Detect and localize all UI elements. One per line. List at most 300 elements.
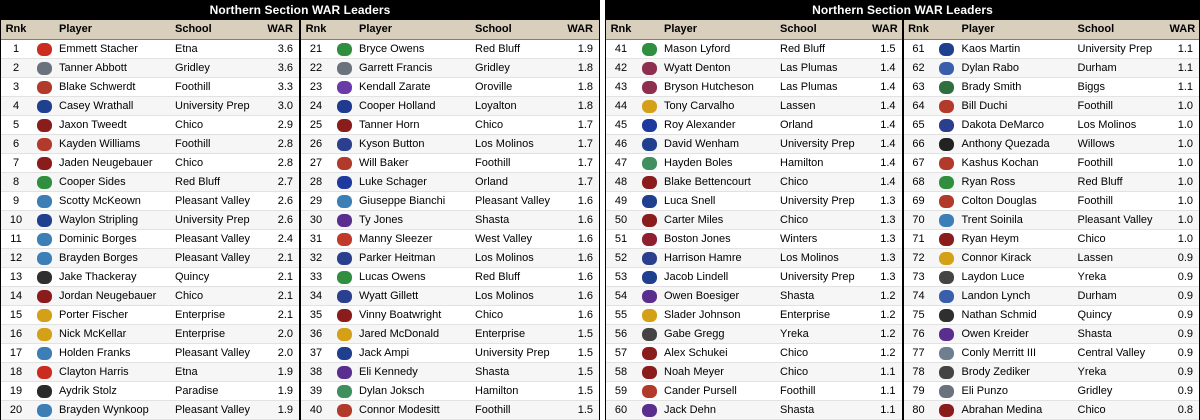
table-row [1,116,299,135]
header-logo [934,20,960,39]
school-logo-cell [331,401,357,419]
school-logo-cell [31,363,57,381]
war-value: 0.8 [1170,401,1200,419]
school-logo-icon [337,252,352,265]
school-name: Chico [1078,401,1170,419]
table-row [606,287,902,306]
school-logo-cell [636,116,662,134]
school-name: Paradise [175,382,267,400]
player-name: Cander Pursell [662,382,780,400]
school-name: Foothill [1078,97,1170,115]
school-logo-cell [31,249,57,267]
school-logo-cell [31,192,57,210]
player-name: Manny Sleezer [357,230,475,248]
player-name: Nathan Schmid [960,306,1078,324]
war-value: 1.3 [872,268,902,286]
table-row [301,382,599,401]
table-row [606,325,902,344]
school-logo-icon [939,366,954,379]
school-name: Red Bluff [175,173,267,191]
school-logo-icon [37,233,52,246]
war-value: 0.9 [1170,306,1200,324]
war-value: 1.4 [872,97,902,115]
war-value: 1.0 [1170,230,1200,248]
war-value: 1.5 [872,40,902,58]
war-value: 1.2 [872,344,902,362]
player-name: Brady Smith [960,78,1078,96]
school-logo-cell [934,249,960,267]
school-name: Shasta [475,363,567,381]
rank-cell: 44 [606,97,636,115]
school-logo-icon [37,328,52,341]
player-name: Eli Punzo [960,382,1078,400]
school-logo-cell [636,192,662,210]
school-name: Yreka [1078,363,1170,381]
war-value: 2.6 [267,211,299,229]
school-logo-cell [636,401,662,419]
school-logo-icon [37,252,52,265]
table-row [1,363,299,382]
rank-cell: 17 [1,344,31,362]
rank-cell: 12 [1,249,31,267]
school-logo-cell [331,249,357,267]
school-name: Chico [175,116,267,134]
war-value: 3.0 [267,97,299,115]
school-name: Red Bluff [475,40,567,58]
school-name: Willows [1078,135,1170,153]
school-logo-cell [934,211,960,229]
player-name: Ryan Ross [960,173,1078,191]
rank-cell: 3 [1,78,31,96]
player-name: Landon Lynch [960,287,1078,305]
school-name: University Prep [780,135,872,153]
player-name: Owen Kreider [960,325,1078,343]
war-value: 1.0 [1170,135,1200,153]
player-name: Luca Snell [662,192,780,210]
school-logo-icon [642,100,657,113]
leaders-column-3 [605,20,903,420]
school-logo-icon [642,309,657,322]
school-logo-cell [331,382,357,400]
school-logo-cell [636,268,662,286]
school-logo-cell [331,306,357,324]
table-row [301,306,599,325]
war-value: 2.8 [267,154,299,172]
rank-cell: 11 [1,230,31,248]
war-value: 1.2 [872,325,902,343]
school-logo-icon [642,43,657,56]
player-name: Mason Lyford [662,40,780,58]
school-name: University Prep [780,192,872,210]
war-value: 1.6 [567,306,599,324]
column-header [301,20,599,40]
school-logo-cell [636,230,662,248]
rank-cell: 38 [301,363,331,381]
rows [1,40,299,420]
school-logo-icon [37,62,52,75]
player-name: Scotty McKeown [57,192,175,210]
war-value: 1.0 [1170,192,1200,210]
table-row [606,40,902,59]
war-value: 1.2 [872,306,902,324]
school-logo-cell [331,287,357,305]
school-name: Pleasant Valley [475,192,567,210]
school-logo-cell [636,59,662,77]
school-logo-icon [939,176,954,189]
header-school: School [475,20,567,39]
school-logo-icon [939,271,954,284]
school-logo-icon [37,385,52,398]
school-name: Lassen [780,97,872,115]
school-logo-cell [934,230,960,248]
rank-cell: 74 [904,287,934,305]
war-value: 1.9 [267,363,299,381]
rank-cell: 67 [904,154,934,172]
table-row [301,59,599,78]
table-row [606,249,902,268]
school-name: Winters [780,230,872,248]
school-name: Lassen [1078,249,1170,267]
rank-cell: 6 [1,135,31,153]
table-row [606,363,902,382]
school-logo-cell [31,401,57,419]
player-name: Lucas Owens [357,268,475,286]
school-logo-cell [331,59,357,77]
war-value: 1.0 [1170,173,1200,191]
rank-cell: 73 [904,268,934,286]
school-name: Foothill [1078,192,1170,210]
school-logo-icon [37,404,52,417]
school-logo-icon [642,271,657,284]
war-value: 1.4 [872,135,902,153]
rank-cell: 46 [606,135,636,153]
school-logo-icon [939,119,954,132]
table-row [606,344,902,363]
rank-cell: 57 [606,344,636,362]
leaders-panel-right [605,0,1200,400]
school-logo-cell [934,363,960,381]
war-value: 2.6 [267,192,299,210]
rank-cell: 35 [301,306,331,324]
school-logo-icon [939,385,954,398]
player-name: Kendall Zarate [357,78,475,96]
school-name: Pleasant Valley [175,401,267,419]
table-row [301,192,599,211]
rank-cell: 27 [301,154,331,172]
school-logo-icon [337,214,352,227]
school-logo-icon [939,347,954,360]
school-name: Enterprise [175,325,267,343]
school-logo-cell [31,40,57,58]
school-name: Los Molinos [780,249,872,267]
table-row [904,59,1200,78]
school-name: Quincy [1078,306,1170,324]
school-name: Foothill [175,135,267,153]
war-value: 3.6 [267,59,299,77]
rank-cell: 59 [606,382,636,400]
leaders-column-1 [0,20,300,420]
school-logo-cell [331,344,357,362]
school-logo-icon [642,290,657,303]
player-name: Cooper Holland [357,97,475,115]
table-row [904,211,1200,230]
school-logo-cell [331,268,357,286]
player-name: Ryan Heym [960,230,1078,248]
player-name: Porter Fischer [57,306,175,324]
column-header [1,20,299,40]
rank-cell: 64 [904,97,934,115]
player-name: Dakota DeMarco [960,116,1078,134]
rank-cell: 5 [1,116,31,134]
school-name: Shasta [780,287,872,305]
table-row [1,382,299,401]
table-row [301,154,599,173]
school-logo-icon [337,290,352,303]
war-value: 1.8 [567,59,599,77]
player-name: Kaos Martin [960,40,1078,58]
rank-cell: 16 [1,325,31,343]
player-name: Alex Schukei [662,344,780,362]
player-name: Waylon Stripling [57,211,175,229]
rank-cell: 41 [606,40,636,58]
war-value: 2.9 [267,116,299,134]
school-name: Los Molinos [475,249,567,267]
school-name: Shasta [1078,325,1170,343]
school-name: Red Bluff [475,268,567,286]
player-name: Wyatt Denton [662,59,780,77]
school-logo-cell [636,173,662,191]
table-row [1,325,299,344]
school-name: Gridley [1078,382,1170,400]
school-logo-cell [636,40,662,58]
panel-title: Northern Section WAR Leaders [605,0,1200,20]
header-war: WAR [1170,20,1200,39]
school-logo-icon [37,176,52,189]
table-row [904,116,1200,135]
table-row [301,249,599,268]
table-row [301,401,599,420]
war-value: 1.0 [1170,116,1200,134]
war-value: 1.3 [872,230,902,248]
war-value: 1.0 [1170,211,1200,229]
school-logo-cell [934,59,960,77]
war-value: 2.0 [267,344,299,362]
player-name: Noah Meyer [662,363,780,381]
player-name: Conly Merritt III [960,344,1078,362]
school-logo-cell [636,382,662,400]
school-name: Foothill [175,78,267,96]
school-logo-icon [939,252,954,265]
player-name: Jaden Neugebauer [57,154,175,172]
table-row [1,401,299,420]
war-value: 1.0 [1170,154,1200,172]
war-value: 2.4 [267,230,299,248]
table-row [606,154,902,173]
school-logo-icon [642,366,657,379]
player-name: Bill Duchi [960,97,1078,115]
table-row [904,97,1200,116]
war-value: 1.5 [567,325,599,343]
school-logo-icon [642,252,657,265]
school-name: University Prep [475,344,567,362]
school-name: Foothill [780,382,872,400]
table-row [606,382,902,401]
school-name: Enterprise [475,325,567,343]
school-logo-icon [939,233,954,246]
school-name: Chico [1078,230,1170,248]
school-name: University Prep [175,211,267,229]
school-name: Chico [475,116,567,134]
school-name: Hamilton [780,154,872,172]
war-value: 0.9 [1170,287,1200,305]
school-logo-icon [337,176,352,189]
war-value: 1.8 [567,97,599,115]
war-value: 1.1 [1170,40,1200,58]
rank-cell: 19 [1,382,31,400]
school-logo-cell [934,306,960,324]
war-value: 1.2 [872,287,902,305]
school-logo-icon [939,214,954,227]
table-row [1,97,299,116]
header-rank: Rnk [301,20,331,39]
rank-cell: 7 [1,154,31,172]
rank-cell: 26 [301,135,331,153]
rank-cell: 31 [301,230,331,248]
player-name: Hayden Boles [662,154,780,172]
table-row [1,287,299,306]
school-name: Gridley [475,59,567,77]
school-logo-icon [642,138,657,151]
player-name: Connor Modesitt [357,401,475,419]
player-name: Jack Dehn [662,401,780,419]
table-row [301,97,599,116]
player-name: Parker Heitman [357,249,475,267]
school-logo-icon [939,309,954,322]
player-name: Brayden Wynkoop [57,401,175,419]
table-row [904,135,1200,154]
school-logo-icon [642,404,657,417]
school-logo-cell [636,249,662,267]
player-name: Tony Carvalho [662,97,780,115]
table-row [606,268,902,287]
school-logo-cell [934,78,960,96]
header-logo [331,20,357,39]
school-name: Central Valley [1078,344,1170,362]
player-name: Casey Wrathall [57,97,175,115]
school-logo-cell [636,78,662,96]
school-name: Durham [1078,59,1170,77]
header-war: WAR [872,20,904,39]
war-value: 1.1 [1170,59,1200,77]
rank-cell: 54 [606,287,636,305]
player-name: Trent Soinila [960,211,1078,229]
player-name: Tanner Horn [357,116,475,134]
player-name: Brody Zediker [960,363,1078,381]
rank-cell: 60 [606,401,636,419]
header-rank: Rnk [1,20,31,39]
school-logo-icon [939,62,954,75]
rank-cell: 71 [904,230,934,248]
leaders-column-4 [903,20,1200,420]
player-name: Anthony Quezada [960,135,1078,153]
player-name: Luke Schager [357,173,475,191]
school-name: Gridley [175,59,267,77]
rank-cell: 66 [904,135,934,153]
school-name: Chico [780,211,872,229]
table-row [904,382,1200,401]
rank-cell: 58 [606,363,636,381]
school-logo-icon [337,100,352,113]
column-header [606,20,902,40]
player-name: Jack Ampi [357,344,475,362]
school-name: Red Bluff [780,40,872,58]
war-value: 1.5 [567,363,599,381]
school-name: Pleasant Valley [175,344,267,362]
school-logo-cell [31,306,57,324]
school-logo-cell [31,135,57,153]
school-logo-icon [337,119,352,132]
school-logo-icon [642,195,657,208]
rank-cell: 79 [904,382,934,400]
school-logo-cell [934,401,960,419]
war-value: 1.6 [567,268,599,286]
rank-cell: 29 [301,192,331,210]
player-name: Ty Jones [357,211,475,229]
player-name: Jacob Lindell [662,268,780,286]
table-row [301,287,599,306]
player-name: Laydon Luce [960,268,1078,286]
rank-cell: 56 [606,325,636,343]
school-logo-cell [31,344,57,362]
table-row [301,211,599,230]
school-name: Yreka [780,325,872,343]
school-logo-cell [934,325,960,343]
rank-cell: 43 [606,78,636,96]
table-row [904,325,1200,344]
school-logo-icon [642,119,657,132]
column-header [904,20,1200,40]
player-name: Harrison Hamre [662,249,780,267]
war-value: 0.9 [1170,344,1200,362]
rows [606,40,902,420]
table-row [1,192,299,211]
school-logo-cell [636,97,662,115]
school-logo-cell [636,325,662,343]
school-logo-cell [934,268,960,286]
player-name: Blake Bettencourt [662,173,780,191]
school-logo-cell [934,173,960,191]
school-name: Shasta [780,401,872,419]
school-logo-cell [331,363,357,381]
war-value: 2.8 [267,135,299,153]
school-logo-icon [337,366,352,379]
school-name: Quincy [175,268,267,286]
rank-cell: 72 [904,249,934,267]
school-logo-cell [636,363,662,381]
table-row [1,306,299,325]
player-name: Giuseppe Bianchi [357,192,475,210]
school-name: Chico [780,363,872,381]
player-name: David Wenham [662,135,780,153]
war-value: 1.9 [267,401,299,419]
war-value: 3.3 [267,78,299,96]
player-name: Kyson Button [357,135,475,153]
table-row [904,363,1200,382]
rank-cell: 62 [904,59,934,77]
player-name: Clayton Harris [57,363,175,381]
header-logo [31,20,57,39]
school-logo-icon [337,347,352,360]
